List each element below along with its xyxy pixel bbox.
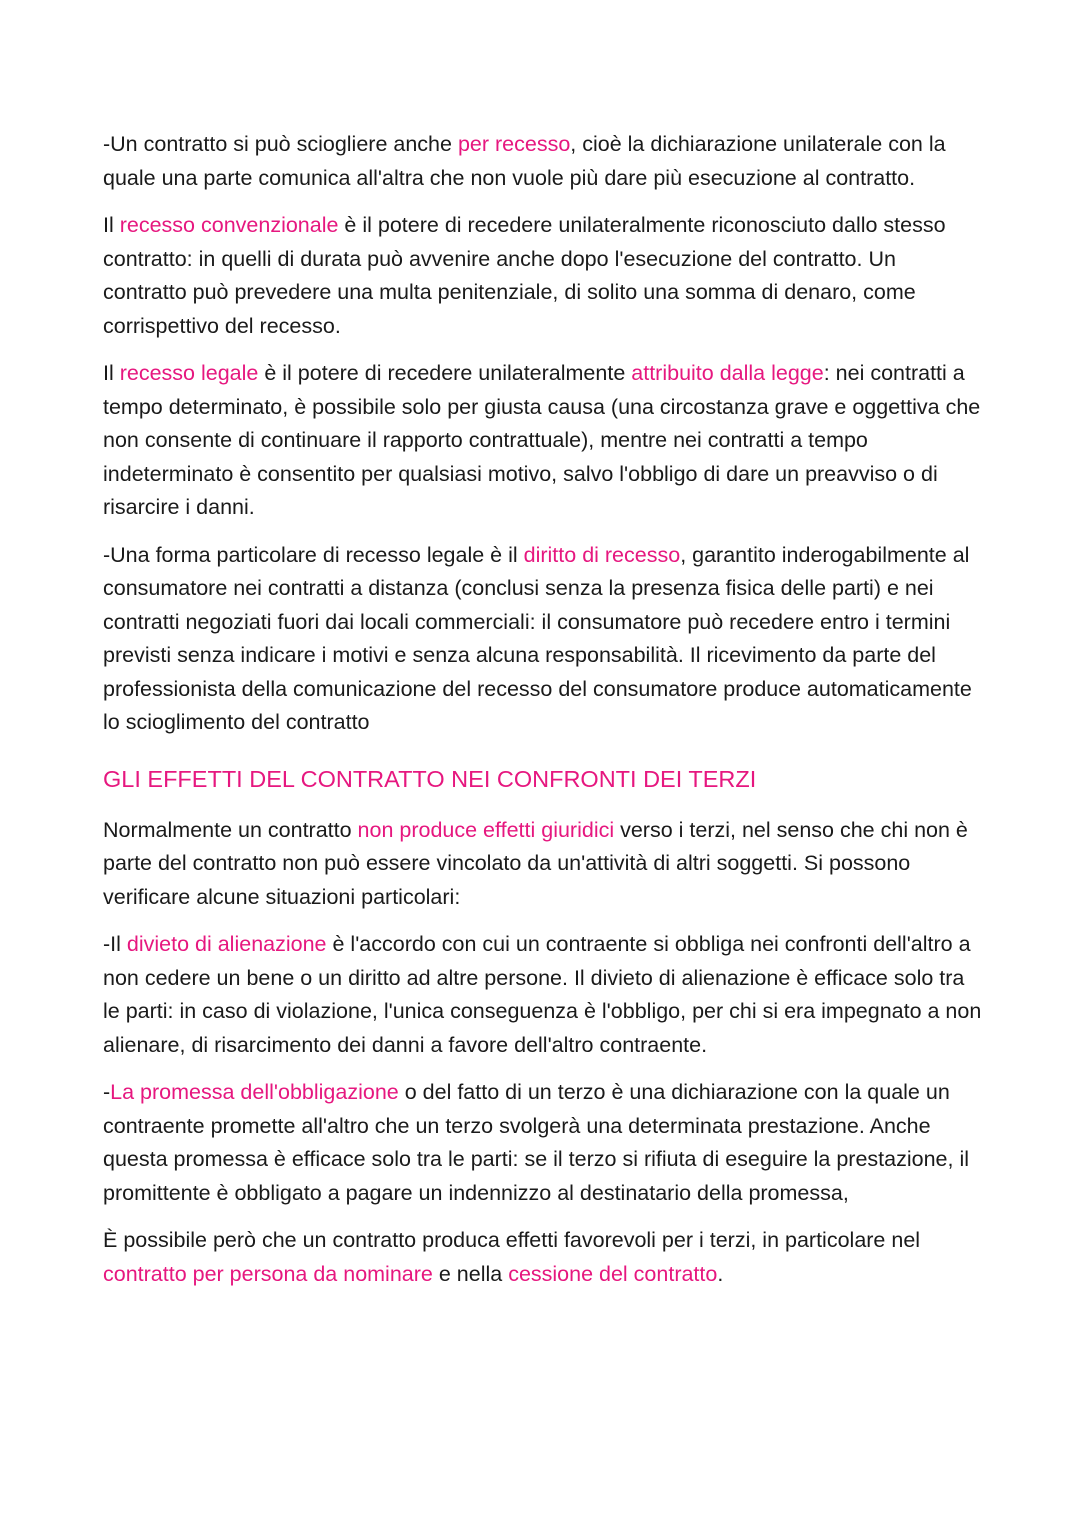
paragraph-recesso bbox=[103, 128, 983, 195]
text-run: o del fatto di un terzo è una dichiarazione con la quale un contraente promette all'altro che un terzo svolgerà una determinata prestazione. Anche questa promessa è efficace solo tra le parti: se il terzo si rifiuta di eseguire la prestazione, il promittente è obbligato a pagare un indennizzo al destinatario della promessa, bbox=[103, 1080, 970, 1205]
text-run: , cioè la dichiarazione unilaterale con la quale una parte comunica all'altra che non vuole più dare più esecuzione al contratto. bbox=[103, 132, 946, 190]
document-page bbox=[103, 128, 983, 1305]
text-run: Il bbox=[103, 361, 120, 385]
paragraph-effetti-terzi bbox=[103, 814, 983, 915]
text-run: -Un contratto si può sciogliere anche bbox=[103, 132, 458, 156]
text-run: Il bbox=[103, 213, 120, 237]
text-run: e nella bbox=[432, 1261, 509, 1286]
highlight-non-produce-effetti: non produce effetti giuridici bbox=[357, 817, 615, 842]
text-run: , garantito inderogabilmente al consumatore nei contratti a distanza (conclusi senza la presenza fisica delle parti) e nei contratti negoziati fuori dai locali commerciali: il consumatore può recedere entro i termini previsti senza indicare i motivi e senza alcuna responsabilità. Il ricevimento da parte del professionista della comunicazione del recesso del consumatore produce automaticamente lo scioglimento del contratto bbox=[103, 542, 972, 734]
highlight-diritto-di-recesso: diritto di recesso bbox=[523, 542, 681, 567]
text-run: -Il bbox=[103, 932, 127, 956]
paragraph-recesso-legale bbox=[103, 357, 983, 525]
text-run: è il potere di recedere unilateralmente riconosciuto dallo stesso contratto: in quelli di durata può avvenire anche dopo l'esecuzione del contratto. Un contratto può prevedere una multa penitenziale, di solito una somma di denaro, come corrispettivo del recesso. bbox=[103, 213, 946, 338]
text-run: È possibile però che un contratto produca effetti favorevoli per i terzi, in particolare nel bbox=[103, 1228, 921, 1252]
paragraph-divieto-alienazione bbox=[103, 928, 983, 1062]
highlight-persona-da-nominare: contratto per persona da nominare bbox=[103, 1261, 433, 1286]
highlight-cessione-contratto: cessione del contratto bbox=[508, 1261, 718, 1286]
text-run: è il potere di recedere unilateralmente bbox=[258, 361, 632, 385]
section-heading: GLI EFFETTI DEL CONTRATTO NEI CONFRONTI DEI TERZI bbox=[103, 765, 757, 792]
text-run: è l'accordo con cui un contraente si obbliga nei confronti dell'altro a non cedere un bene o un diritto ad altre persone. Il divieto di alienazione è efficace solo tra le parti: in caso di violazione, l'unica conseguenza è l'obbligo, per chi si era impegnato a non alienare, di risarcimento dei danni a favore dell'altro contraente. bbox=[103, 932, 982, 1057]
text-run: -Una forma particolare di recesso legale è il bbox=[103, 542, 524, 567]
highlight-promessa-obbligazione: La promessa dell'obbligazione bbox=[110, 1080, 399, 1104]
highlight-recesso-convenzionale: recesso convenzionale bbox=[119, 213, 339, 237]
highlight-per-recesso: per recesso bbox=[457, 132, 571, 156]
text-run: Normalmente un contratto bbox=[103, 817, 358, 842]
paragraph-effetti-favorevoli bbox=[103, 1224, 983, 1291]
text-run: : nei contratti a tempo determinato, è possibile solo per giusta causa (una circostanza grave e oggettiva che non consente di continuare il rapporto contrattuale), mentre nei contratti a tempo indeterminato è consentito per qualsiasi motivo, salvo l'obbligo di dare un preavviso o di risarcire i danni. bbox=[103, 361, 981, 519]
text-run: - bbox=[103, 1080, 111, 1104]
paragraph-diritto-di-recesso bbox=[103, 539, 983, 740]
highlight-recesso-legale: recesso legale bbox=[119, 361, 259, 385]
paragraph-promessa-obbligazione bbox=[103, 1076, 983, 1210]
highlight-attribuito-dalla-legge: attribuito dalla legge bbox=[631, 361, 824, 385]
text-run: . bbox=[717, 1261, 724, 1286]
highlight-divieto-di-alienazione: divieto di alienazione bbox=[126, 932, 327, 956]
paragraph-recesso-convenzionale bbox=[103, 209, 983, 343]
text-run: verso i terzi, nel senso che chi non è parte del contratto non può essere vincolato da un'attività di altri soggetti. Si possono verificare alcune situazioni particolari: bbox=[103, 817, 968, 909]
